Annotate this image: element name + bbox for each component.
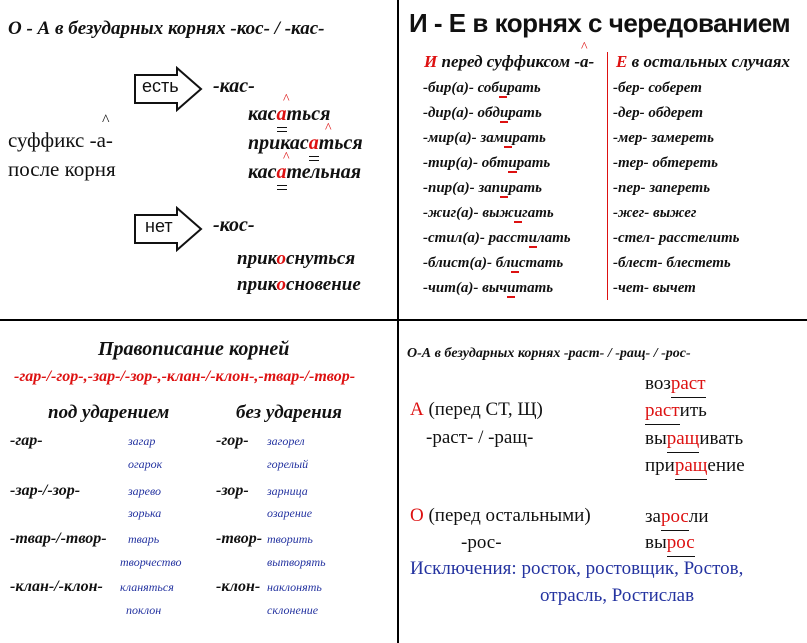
kas-root: -кас- — [213, 75, 255, 97]
a-word-3: выращивать — [645, 428, 744, 449]
example: творить — [267, 532, 313, 546]
example: зарница — [267, 484, 308, 498]
example: склонение — [267, 603, 319, 617]
list-item: -чет- вычет — [613, 280, 696, 296]
kas-word-3: касательная — [248, 161, 361, 183]
example: горелый — [267, 457, 309, 471]
list-item: -дер- обдерет — [613, 105, 704, 121]
no-label: нет — [145, 216, 173, 236]
kos-root: -кос- — [213, 214, 255, 236]
root-stressed: -твар-/-твор- — [10, 530, 107, 547]
q2-right-header: Е в остальных случаях — [616, 52, 790, 71]
suffix-rule-line2: после корня — [8, 157, 116, 181]
example: вытворять — [267, 555, 326, 569]
example: тварь — [128, 532, 160, 546]
list-item: -мер- замереть — [613, 130, 714, 146]
example: огарок — [128, 457, 163, 471]
list-item: -жег- выжег — [613, 205, 697, 221]
list-item: -жиг(а)- выжигать — [423, 205, 554, 221]
a-rule: А (перед СТ, Щ) — [410, 399, 543, 420]
example: загар — [128, 434, 156, 448]
list-item: -дир(а)- обдирать — [423, 105, 542, 121]
list-item: -стел- расстелить — [613, 230, 740, 246]
kos-word-2: прикосновение — [237, 274, 361, 295]
o-rule: О (перед остальными) — [410, 505, 591, 526]
kas-caret-2: ^ — [325, 121, 332, 136]
suffix-rule-line1: суффикс -а- — [8, 128, 113, 152]
root-stressed: -зар-/-зор- — [10, 482, 81, 499]
list-item: -стил(а)- расстилать — [423, 230, 571, 246]
q2-left-header: И перед суффиксом -а- — [424, 52, 595, 71]
kos-word-1: прикоснуться — [237, 248, 356, 269]
o-word-1: заросли — [645, 506, 709, 527]
list-item: -пир(а)- запирать — [423, 180, 542, 196]
q3-col2-header: без ударения — [236, 402, 342, 423]
q3-subtitle: -гар-/-гор-,-зар-/-зор-,-клан-/-клон-,-твар-/-твор- — [14, 368, 356, 385]
q4-title: О-А в безударных корнях -раст- / -ращ- / -рос- — [407, 346, 691, 361]
list-item: -блест- блестеть — [613, 255, 731, 271]
a-word-4: приращение — [645, 455, 745, 476]
example: озарение — [267, 506, 313, 520]
o-roots: -рос- — [461, 532, 502, 553]
kas-word-1: касаться — [248, 103, 331, 125]
list-item: -тир(а)- обтирать — [423, 155, 551, 171]
a-word-2: растить — [645, 400, 707, 421]
a-roots: -раст- / -ращ- — [426, 427, 534, 448]
kas-word-3-vowel: а — [276, 161, 287, 183]
example: кланяться — [120, 580, 174, 594]
kas-caret-3: ^ — [283, 150, 290, 165]
example: загорел — [267, 434, 305, 448]
o-word-2: вырос — [645, 532, 695, 553]
kas-word-2: прикасаться — [248, 132, 363, 154]
example: наклонять — [267, 580, 322, 594]
q3-title: Правописание корней — [98, 338, 290, 360]
exceptions-label: Исключения: — [410, 558, 517, 579]
horizontal-divider — [0, 319, 807, 321]
list-item: -бер- соберет — [613, 80, 702, 96]
kas-word-1-vowel: а — [276, 103, 287, 125]
yes-label: есть — [142, 76, 179, 96]
example: зарево — [128, 484, 162, 498]
example: творчество — [120, 555, 182, 569]
root-unstressed: -зор- — [216, 482, 249, 499]
q2-header-caret: ^ — [581, 40, 588, 55]
q3-col1-header: под ударением — [48, 402, 170, 423]
exceptions-line1: Исключения: росток, ростовщик, Ростов, — [410, 558, 744, 579]
suffix-caret: ^ — [102, 112, 110, 129]
a-word-1: возраст — [645, 373, 706, 394]
root-unstressed: -гор- — [216, 432, 249, 449]
root-stressed: -клан-/-клон- — [10, 578, 103, 595]
root-unstressed: -твор- — [216, 530, 263, 547]
example: поклон — [126, 603, 162, 617]
vertical-divider-inner — [607, 52, 608, 300]
example: зорька — [128, 506, 162, 520]
list-item: -чит(а)- вычитать — [423, 280, 554, 296]
kas-word-2-vowel: а — [308, 132, 319, 154]
list-item: -мир(а)- замирать — [423, 130, 546, 146]
exceptions-line2: отрасль, Ростислав — [540, 585, 695, 606]
root-unstressed: -клон- — [216, 578, 261, 595]
kas-caret-1: ^ — [283, 92, 290, 107]
root-stressed: -гар- — [10, 432, 43, 449]
q2-title: И - Е в корнях с чередованием — [409, 8, 791, 38]
list-item: -блист(а)- блистать — [423, 255, 564, 271]
q1-title: О - А в безударных корнях -кос- / -кас- — [8, 18, 325, 39]
vertical-divider — [397, 0, 399, 643]
list-item: -бир(а)- собирать — [423, 80, 541, 96]
list-item: -тер- обтереть — [613, 155, 718, 171]
list-item: -пер- запереть — [613, 180, 711, 196]
